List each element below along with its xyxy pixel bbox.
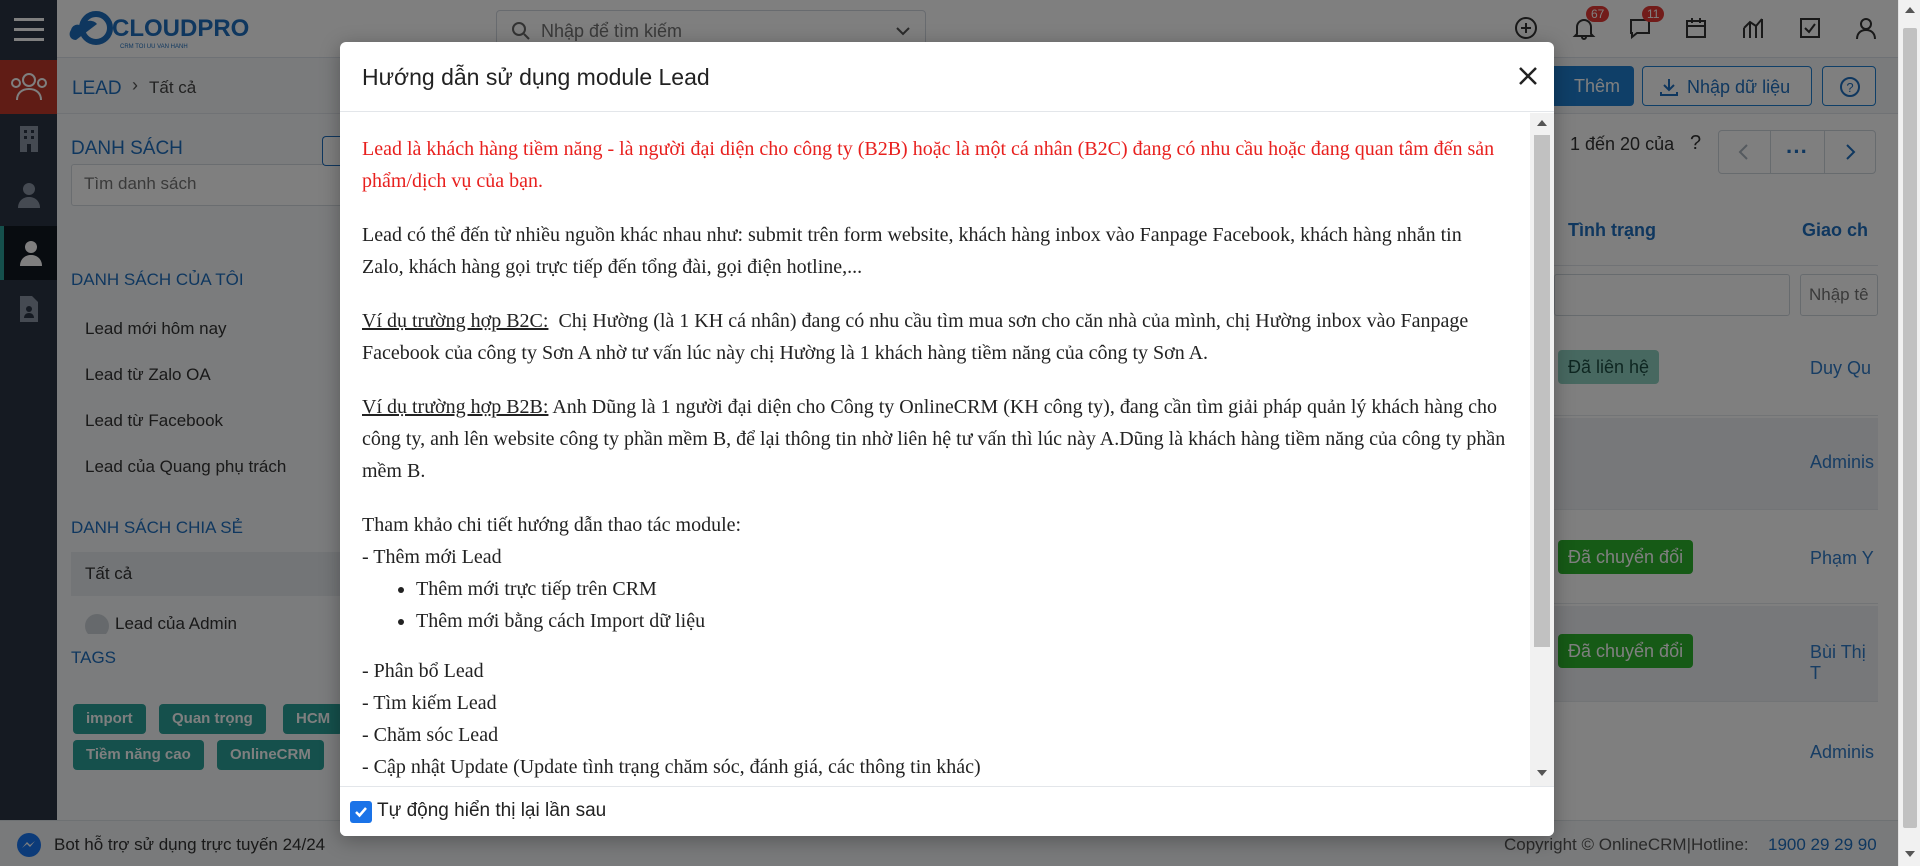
b2c-text: Chị Hường (là 1 KH cá nhân) đang có nhu cầu tìm mua sơn cho căn nhà của mình, chị Hường inbox vào Fanpage Facebook của công ty Sơn A nhờ tư vấn lúc này chị Hường là 1 khách hàng tiềm năng của công ty Sơn A. (362, 310, 1469, 364)
scroll-up-icon[interactable] (1904, 6, 1916, 14)
scroll-up-icon[interactable] (1536, 119, 1548, 127)
close-icon (1512, 60, 1544, 92)
add-lead-subitem: • Thêm mới trực tiếp trên CRM (416, 573, 1508, 605)
add-lead-subitem: • Thêm mới bằng cách Import dữ liệu (416, 605, 1508, 637)
lead-guide-modal (340, 42, 1554, 836)
page-scroll-thumb[interactable] (1903, 28, 1917, 828)
modal-body (340, 113, 1530, 786)
scroll-down-icon[interactable] (1536, 769, 1548, 777)
guide-item: - Tìm kiếm Lead (362, 692, 497, 714)
modal-footer (340, 786, 1554, 836)
close-button[interactable] (1512, 60, 1544, 92)
page-scrollbar[interactable] (1898, 0, 1920, 866)
scroll-down-icon[interactable] (1904, 850, 1916, 858)
b2b-label: Ví dụ trường hợp B2B: (362, 396, 549, 418)
b2b-example (362, 391, 1508, 487)
b2c-label: Ví dụ trường hợp B2C: (362, 310, 549, 332)
b2b-text: Anh Dũng là 1 người đại diện cho Công ty OnlineCRM (KH công ty), đang cần tìm giải pháp quản lý khách hàng cho công ty, anh lên website công ty phần mềm B, để lại thông tin nhờ liên hệ tư vấn thì lúc này A.Dũng là khách hàng tiềm năng của công ty phần mềm B. (362, 396, 1506, 482)
add-lead-item: - Thêm mới Lead (362, 546, 502, 568)
guide-item: - Cập nhật Update (Update tình trạng chăm sóc, đánh giá, các thông tin khác) (362, 756, 981, 778)
b2c-example (362, 305, 1508, 369)
modal-header (340, 42, 1554, 112)
add-lead-sublist (416, 573, 1508, 637)
sources-paragraph: Lead có thể đến từ nhiều nguồn khác nhau như: submit trên form website, khách hàng inbox vào Fanpage Facebook, khách hàng nhắn tin Zalo, khách hàng gọi trực tiếp đến tổng đài, gọi điện hotline,... (362, 224, 1462, 278)
check-icon (353, 804, 369, 820)
guide-item: - Chăm sóc Lead (362, 724, 499, 746)
modal-scrollbar[interactable] (1530, 113, 1554, 786)
auto-show-label[interactable]: Tự động hiển thị lại lần sau (377, 800, 607, 821)
modal-scroll-thumb[interactable] (1534, 135, 1550, 647)
intro-paragraph: Lead là khách hàng tiềm năng - là người đại diện cho công ty (B2B) hoặc là một cá nhân (B2C) đang có nhu cầu hoặc đang quan tâm đến sản phẩm/dịch vụ của bạn. (362, 138, 1495, 192)
modal-title: Hướng dẫn sử dụng module Lead (362, 64, 710, 90)
guide-item: - Phân bổ Lead (362, 660, 484, 682)
auto-show-checkbox[interactable] (350, 801, 372, 823)
reference-title: Tham khảo chi tiết hướng dẫn thao tác module: (362, 514, 742, 536)
